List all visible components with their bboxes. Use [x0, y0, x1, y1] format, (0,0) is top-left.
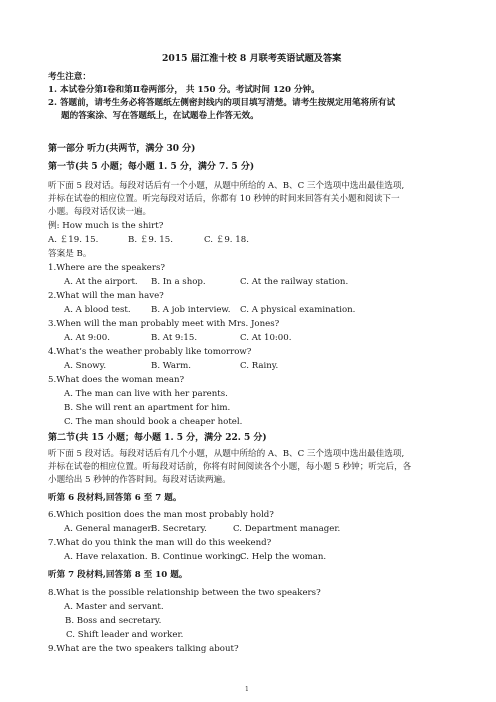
page-title: 2015 届江淮十校 8 月联考英语试题及答案	[162, 53, 342, 64]
q8-option-b: B. Boss and secretary.	[65, 616, 162, 626]
material-7-heading: 听第 7 段材料,回答第 8 至 10 题。	[48, 570, 188, 580]
section1-instruction-2: 并标在试卷的相应位置。听完每段对话后，你都有 10 秒钟的时间来回答有关小题和阅读下一	[48, 194, 400, 204]
example-option-a: A. ￡19. 15.	[48, 235, 99, 245]
q5-option-a: A. The man can live with her parents.	[64, 389, 228, 399]
section2-heading: 第二节(共 15 小题；每小题 1. 5 分，满分 22. 5 分)	[48, 433, 267, 443]
q4-option-b: B. Warm.	[151, 361, 191, 371]
q4-option-c: C. Rainy.	[240, 361, 279, 371]
q3-option-a: A. At 9:00.	[64, 333, 110, 343]
q6-option-b: B. Secretary.	[151, 524, 207, 534]
q2-option-a: A. A blood test.	[64, 305, 131, 315]
q8-option-a: A. Master and servant.	[64, 602, 164, 612]
section2-instruction-2: 并标在试卷的相应位置。听每段对话前，你将有时间阅读各个小题，每小题 5 秒钟；听完后，各	[48, 462, 412, 472]
notice-heading: 考生注意：	[48, 72, 91, 82]
example-option-c: C. ￡9. 18.	[204, 235, 249, 245]
question-6: 6.Which position does the man most probably hold?	[48, 510, 274, 520]
question-2: 2.What will the man have?	[48, 291, 164, 301]
q1-option-a: A. At the airport.	[64, 277, 138, 287]
question-8: 8.What is the possible relationship between the two speakers?	[48, 588, 321, 598]
question-4: 4.What’s the weather probably like tomorrow?	[48, 347, 252, 357]
q6-option-c: C. Department manager.	[233, 524, 341, 534]
q5-option-b: B. She will rent an apartment for him.	[64, 403, 231, 413]
q2-option-c: C. A physical examination.	[240, 305, 356, 315]
notice-item-2-cont: 题的答案涂、写在答题纸上，在试题卷上作答无效。	[61, 111, 259, 121]
question-5: 5.What does the woman mean?	[48, 375, 185, 385]
part1-heading: 第一部分 听力(共两节，满分 30 分)	[48, 144, 196, 154]
q6-option-a: A. General manager.	[64, 524, 154, 534]
section1-heading: 第一节(共 5 小题；每小题 1. 5 分，满分 7. 5 分)	[48, 162, 255, 172]
material-6-heading: 听第 6 段材料,回答第 6 至 7 题。	[48, 493, 182, 503]
example-question: 例: How much is the shirt?	[48, 221, 164, 231]
question-1: 1.Where are the speakers?	[48, 263, 165, 273]
q1-option-c: C. At the railway station.	[240, 277, 349, 287]
question-9: 9.What are the two speakers talking about?	[48, 644, 239, 654]
section2-instruction-3: 小题给出 5 秒钟的作答时间。每段对话读两遍。	[48, 475, 231, 485]
notice-item-1: 1. 本试卷分第Ⅰ卷和第Ⅱ卷两部分， 共 150 分。考试时间 120 分钟。	[48, 85, 320, 95]
q7-option-b: B. Continue working.	[151, 552, 244, 562]
q7-option-a: A. Have relaxation.	[64, 552, 148, 562]
page-number: 1	[245, 686, 249, 693]
q3-option-c: C. At 10:00.	[240, 333, 292, 343]
q5-option-c: C. The man should book a cheaper hotel.	[64, 417, 243, 427]
q1-option-b: B. In a shop.	[151, 277, 206, 287]
q7-option-c: C. Help the woman.	[240, 552, 327, 562]
section1-instruction-1: 听下面 5 段对话。每段对话后有一个小题，从题中所给的 A、B、C 三个选项中选出最佳选项,	[48, 181, 405, 191]
section1-instruction-3: 小题。每段对话仅读一遍。	[48, 207, 152, 217]
q4-option-a: A. Snowy.	[64, 361, 107, 371]
example-option-b: B. ￡9. 15.	[128, 235, 173, 245]
q8-option-c: C. Shift leader and worker.	[66, 630, 184, 640]
section2-instruction-1: 听下面 5 段对话。每段对话后有几个小题，从题中所给的 A、B、C 三个选项中选出最佳选项,	[48, 449, 405, 459]
question-3: 3.When will the man probably meet with Mrs. Jones?	[48, 319, 280, 329]
q2-option-b: B. A job interview.	[151, 305, 231, 315]
question-7: 7.What do you think the man will do this weekend?	[48, 538, 272, 548]
q3-option-b: B. At 9:15.	[151, 333, 198, 343]
notice-item-2: 2. 答题前，请考生务必将答题纸左侧密封线内的项目填写清楚。请考生按规定用笔将所有试	[48, 98, 396, 108]
example-answer: 答案是 B。	[48, 249, 92, 259]
